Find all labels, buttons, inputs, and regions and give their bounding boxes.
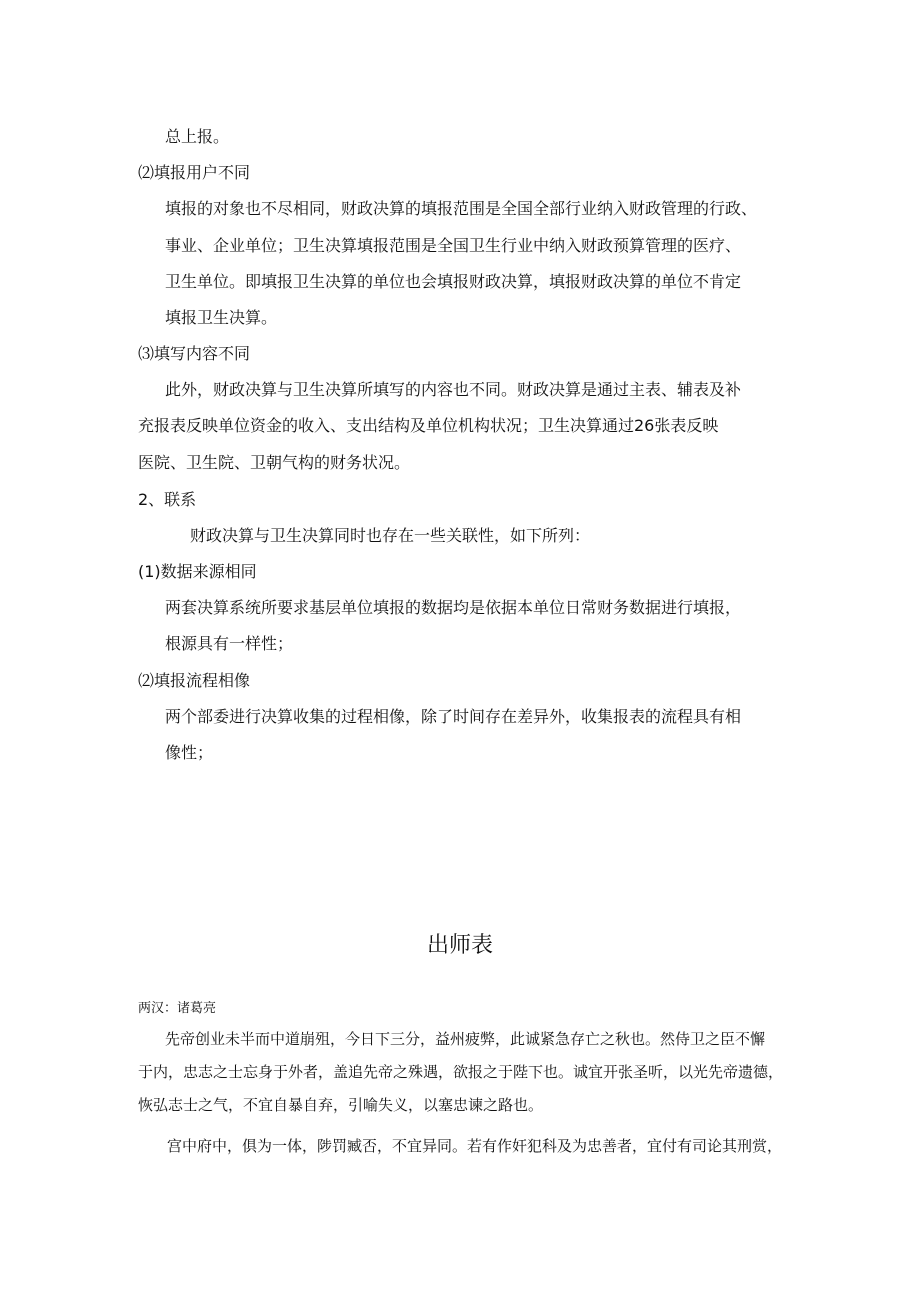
text-line-18: 像性；	[165, 743, 214, 762]
text-line-8: 此外，财政决算与卫生决算所填写的内容也不同。财政决算是通过主表、辅表及补	[165, 380, 742, 399]
text-line-17: 两个部委进行决算收集的过程相像，除了时间存在差异外，收集报表的流程具有相	[165, 707, 742, 726]
subheading-content: ⑶填写内容不同	[138, 344, 251, 363]
essay-author: 两汉：诸葛亮	[138, 1001, 217, 1016]
subheading-process: ⑵填报流程相像	[138, 671, 251, 690]
subheading-fill-users: ⑵填报用户不同	[138, 163, 251, 182]
text-line-3: 填报的对象也不尽相同，财政决算的填报范围是全国全部行业纳入财政管理的行政、	[165, 199, 758, 218]
text-line-12: 财政决算与卫生决算同时也存在一些关联性，如下所列：	[190, 526, 591, 545]
essay-title: 出师表	[426, 933, 493, 958]
text-line-10: 医院、卫生院、卫朝气构的财务状况。	[138, 453, 411, 472]
essay-line-3: 恢弘志士之气，不宜自暴自弃，引喻失义，以塞忠谏之路也。	[138, 1096, 544, 1114]
text-line-5: 卫生单位。即填报卫生决算的单位也会填报财政决算，填报财政决算的单位不肯定	[165, 272, 742, 291]
essay-line-4: 宫中府中，俱为一体，陟罚臧否，不宜异同。若有作奸犯科及为忠善者，宜付有司论其刑赏，	[167, 1137, 783, 1155]
essay-line-1: 先帝创业未半而中道崩殂，今日下三分，益州疲弊，此诚紧急存亡之秋也。然侍卫之臣不懈	[165, 1030, 766, 1048]
text-line-14: 两套决算系统所要求基层单位填报的数据均是依据本单位日常财务数据进行填报，	[165, 598, 742, 617]
text-line-15: 根源具有一样性；	[165, 634, 294, 653]
text-line-4: 事业、企业单位；卫生决算填报范围是全国卫生行业中纳入财政预算管理的医疗、	[165, 236, 742, 255]
section-heading-relation: 2、联系	[138, 490, 197, 509]
subheading-data-source: (1)数据来源相同	[138, 562, 257, 581]
text-line-6: 填报卫生决算。	[165, 308, 278, 327]
text-line-1: 总上报。	[165, 127, 230, 146]
text-line-9: 充报表反映单位资金的收入、支出结构及单位机构状况；卫生决算通过26张表反映	[138, 416, 719, 435]
essay-line-2: 于内，忠志之士忘身于外者，盖追先帝之殊遇，欲报之于陛下也。诚宜开张圣听，以光先帝遗德，	[138, 1063, 784, 1081]
